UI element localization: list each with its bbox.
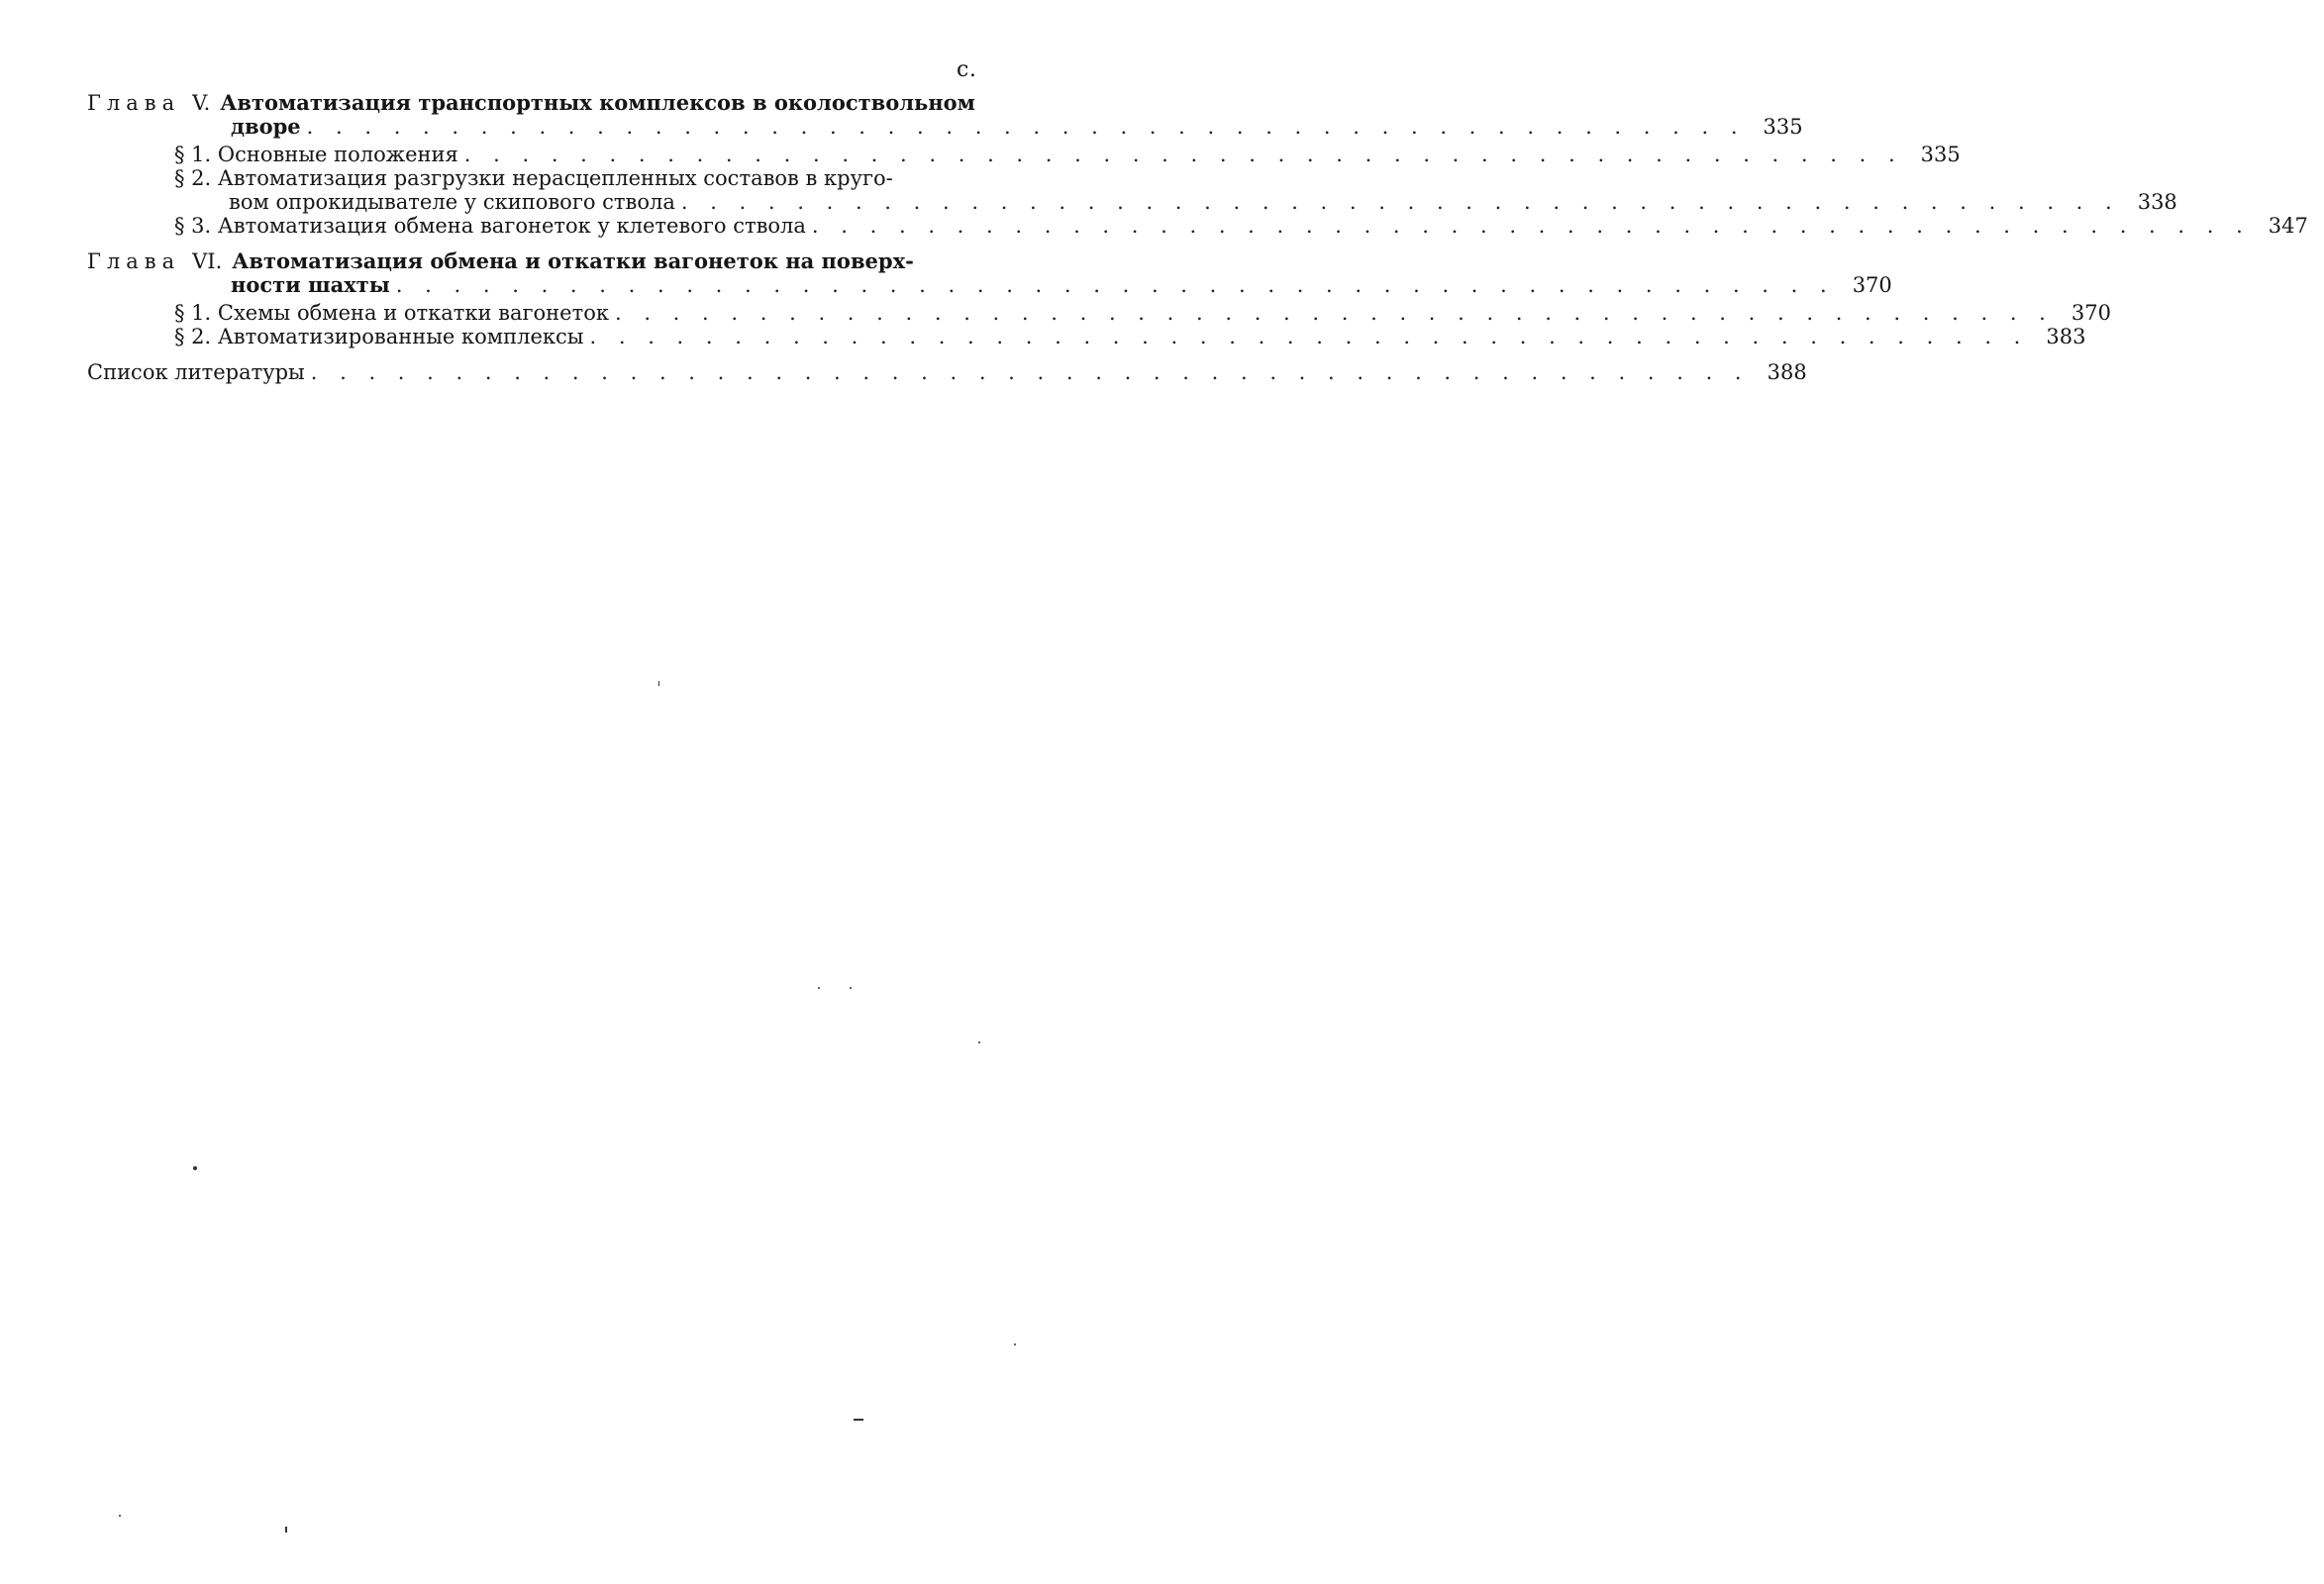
section-page: 383 bbox=[2046, 325, 2086, 348]
leader-dots: . . . . . . . . . . . . . . . . . . . . . . . . . . . . . . . . . . . . . . . . . . . . . . . . . . bbox=[306, 115, 1746, 139]
chapter-6-title-line1 bbox=[87, 249, 990, 273]
bibliography-label: Список литературы bbox=[87, 360, 305, 384]
chapter-5-section-1 bbox=[87, 143, 1961, 166]
chapter-5-title-line2 bbox=[87, 114, 1803, 139]
leader-dots: . . . . . . . . . . . . . . . . . . . . . . . . . . . . . . . . . . . . . . . . . . . . . . . . . . bbox=[614, 301, 2054, 325]
chapter-5-word: Глава bbox=[87, 91, 181, 115]
chapter-5-page: 335 bbox=[1763, 115, 1803, 139]
chapter-5-number: V. bbox=[192, 91, 211, 115]
chapter-5-title-part2: дворе bbox=[231, 114, 301, 139]
scan-speck bbox=[850, 987, 852, 989]
chapter-5-section-3 bbox=[87, 214, 2308, 238]
chapter-5-section-2-line2 bbox=[87, 190, 2177, 214]
section-label: § 1. Схемы обмена и откатки вагонеток bbox=[174, 301, 609, 325]
section-page: 370 bbox=[2071, 301, 2111, 325]
leader-dots: . . . . . . . . . . . . . . . . . . . . . . . . . . . . . . . . . . . . . . . . . . . . . . . . . . bbox=[310, 360, 1750, 384]
bibliography-entry bbox=[87, 360, 1807, 384]
scan-speck bbox=[818, 987, 820, 989]
scan-speck bbox=[978, 1041, 980, 1043]
scan-speck bbox=[193, 1166, 197, 1170]
leader-dots: . . . . . . . . . . . . . . . . . . . . . . . . . . . . . . . . . . . . . . . . . . . . . . . . . . bbox=[589, 325, 2029, 348]
chapter-6-title-line2 bbox=[87, 272, 1892, 297]
section-page: 335 bbox=[1920, 143, 1961, 166]
leader-dots: . . . . . . . . . . . . . . . . . . . . . . . . . . . . . . . . . . . . . . . . . . . . . . . . . . bbox=[395, 273, 1835, 297]
chapter-5-title-part1: Автоматизация транспортных комплексов в околоствольном bbox=[220, 90, 975, 115]
chapter-6-number: VI. bbox=[192, 249, 223, 273]
section-label: § 2. Автоматизированные комплексы bbox=[174, 325, 584, 348]
chapter-6-title-part2: ности шахты bbox=[231, 272, 390, 297]
scan-speck bbox=[658, 681, 659, 686]
section-page: 347 bbox=[2268, 214, 2308, 238]
chapter-5-section-2-line1 bbox=[87, 166, 990, 190]
scan-speck bbox=[1014, 1343, 1016, 1345]
section-label: § 1. Основные положения bbox=[174, 143, 458, 166]
section-page: 338 bbox=[2137, 190, 2177, 214]
scan-speck bbox=[119, 1515, 121, 1517]
scan-speck bbox=[285, 1527, 287, 1533]
bibliography-page: 388 bbox=[1767, 360, 1807, 384]
leader-dots: . . . . . . . . . . . . . . . . . . . . . . . . . . . . . . . . . . . . . . . . . . . . . . . . . . bbox=[463, 143, 1903, 166]
chapter-6-word: Глава bbox=[87, 249, 181, 273]
section-label-continuation: вом опрокидывателе у скипового ствола bbox=[229, 190, 675, 214]
page-column-header: с. bbox=[957, 57, 977, 82]
leader-dots: . . . . . . . . . . . . . . . . . . . . . . . . . . . . . . . . . . . . . . . . . . . . . . . . . . bbox=[811, 214, 2251, 238]
leader-dots: . . . . . . . . . . . . . . . . . . . . . . . . . . . . . . . . . . . . . . . . . . . . . . . . . . bbox=[680, 190, 2120, 214]
section-label: § 2. Автоматизация разгрузки нерасцепленных составов в круго- bbox=[174, 166, 893, 190]
section-label: § 3. Автоматизация обмена вагонеток у клетевого ствола bbox=[174, 214, 806, 238]
chapter-5-title-line1 bbox=[87, 91, 990, 115]
chapter-6-section-2 bbox=[87, 325, 2086, 348]
chapter-6-title-part1: Автоматизация обмена и откатки вагонеток на поверх- bbox=[232, 248, 914, 273]
table-of-contents bbox=[87, 90, 2308, 384]
chapter-6-page: 370 bbox=[1852, 273, 1892, 297]
scan-speck bbox=[854, 1419, 863, 1421]
chapter-6-section-1 bbox=[87, 301, 2111, 325]
